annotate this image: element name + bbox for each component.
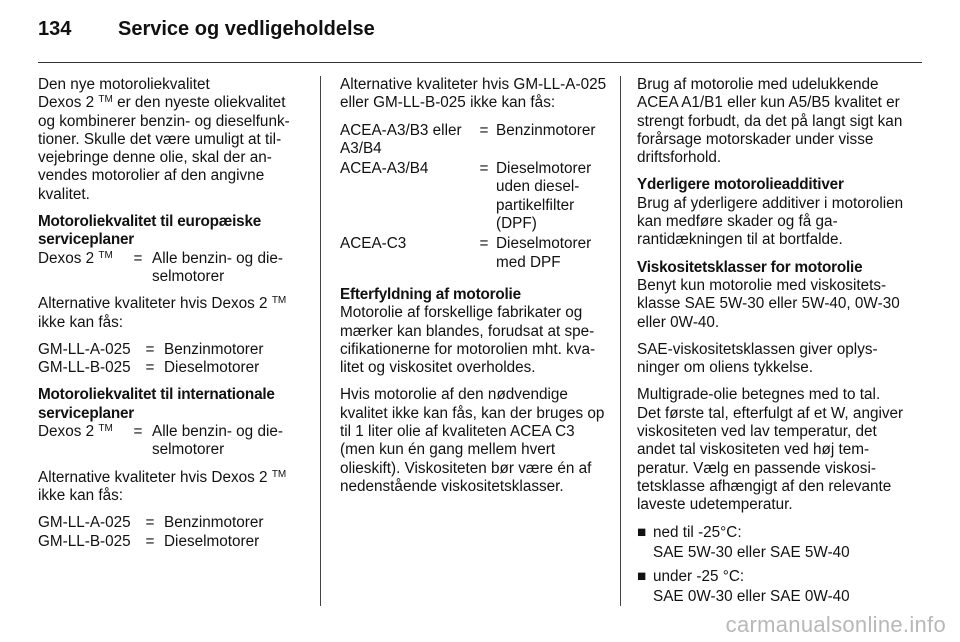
sae-text: SAE-viskositetsklassen giver oplysninger om oliens tykkelse.	[637, 340, 878, 377]
alt-spec-table-1	[38, 341, 306, 378]
column-1	[38, 76, 306, 560]
heading-additives: Yderligere motorolieadditiver	[637, 176, 844, 194]
multigrade-text: Multigrade-olie betegnes med to tal. Det første tal, efterfulgt af et W, angiver viskositeten ved lav temperatur, det andet tal viskositeten ved høj temperatur. Vælg en passende viskositetsklasse afhængigt af den relevante laveste udetemperatur.	[637, 386, 904, 514]
column-3	[637, 76, 907, 613]
topping-up-text-2: Hvis motorolie af den nødvendige kvalitet ikke kan fås, kan der bruges op til 1 liter olie af kvaliteten ACEA C3 (men kun én gang mellem hvert olieskift). Viskositeten bør være én af nedenstående viskositetsklasser.	[340, 386, 605, 495]
heading-viscosity: Viskositetsklasser for motorolie	[637, 258, 863, 276]
trademark-mark: TM	[98, 94, 113, 106]
column-2	[340, 76, 608, 505]
spec-row: ACEA-A3/B3 eller A3/B4 = Benzinmotorer	[340, 121, 596, 157]
spec-row: ACEA-A3/B4 = Dieselmotorer uden dieselpartikelfilter (DPF)	[340, 160, 592, 233]
bullet-square-icon: ■	[637, 568, 647, 586]
heading-topping-up: Efterfyldning af motorolie	[340, 285, 521, 303]
bullet-square-icon: ■	[637, 523, 647, 541]
spec-row: GM-LL-A-025 = Benzinmotorer	[38, 340, 264, 358]
viscosity-text: Benyt kun motorolie med viskositetsklasse SAE 5W-30 eller 5W-40, 0W-30 eller 0W-40.	[637, 276, 900, 331]
list-item: ■ ned til -25°C:	[637, 523, 742, 541]
international-spec-row: Dexos 2 ™ = Alle benzin- og dieselmotorer	[38, 423, 283, 459]
header-rule	[38, 62, 922, 63]
heading-european-service: Motoroliekvalitet til europæiske serviceplaner	[38, 213, 262, 249]
page-header	[38, 18, 375, 48]
list-item-detail: SAE 0W-30 eller SAE 0W-40	[653, 588, 850, 606]
alt-spec-table-2	[38, 514, 306, 551]
spec-row: GM-LL-B-025 = Dieselmotorer	[38, 359, 260, 377]
list-item-detail: SAE 5W-30 eller SAE 5W-40	[653, 543, 850, 561]
acea-spec-table	[340, 122, 608, 272]
dexos-intro-title: Den nye motoroliekvalitet	[38, 76, 210, 93]
spec-row: ACEA-C3 = Dieselmotorer med DPF	[340, 235, 592, 271]
acea-warning: Brug af motorolie med udelukkende ACEA A1/B1 eller kun A5/B5 kvalitet er strengt forbudt, da det på langt sigt kan forårsage motorskader under visse driftsforhold.	[637, 76, 903, 167]
alternative-note-2: Alternative kvaliteter hvis Dexos 2 ™ ikke kan fås:	[38, 468, 287, 504]
spec-row: GM-LL-A-025 = Benzinmotorer	[38, 514, 264, 532]
heading-international-service: Motoroliekvalitet til internationale serviceplaner	[38, 386, 275, 422]
topping-up-text-1: Motorolie af forskellige fabrikater og mærker kan blandes, forudsat at specifikationerne for motorolien mht. kvalitet og viskositet overholdes.	[340, 304, 596, 377]
alternative-note-1: Alternative kvaliteter hvis Dexos 2 ™ ikke kan fås:	[38, 295, 287, 331]
list-item: ■ under -25 °C:	[637, 568, 745, 586]
acea-intro: Alternative kvaliteter hvis GM-LL-A-025 eller GM-LL-B-025 ikke kan fås:	[340, 76, 607, 112]
column-divider-1	[320, 76, 321, 606]
additives-text: Brug af yderligere additiver i motorolien kan medføre skader og få garantidækningen til at bortfalde.	[637, 194, 904, 249]
dexos-intro: Den nye motoroliekvalitet Dexos 2 ™ er den nyeste oliekvalitet og kombinerer benzin- og dieselfunktioner. Skulle det være umuligt at tilvejebringe denne olie, skal der anvendes motorolier af den angivne kvalitet.	[38, 76, 290, 203]
watermark: carmanualsonline.info	[725, 612, 946, 637]
page-number: 134	[38, 18, 72, 40]
column-divider-2	[620, 76, 621, 606]
spec-row: GM-LL-B-025 = Dieselmotorer	[38, 532, 260, 550]
section-title: Service og vedligeholdelse	[118, 18, 375, 40]
european-spec-row: Dexos 2 ™ = Alle benzin- og dieselmotorer	[38, 249, 283, 285]
